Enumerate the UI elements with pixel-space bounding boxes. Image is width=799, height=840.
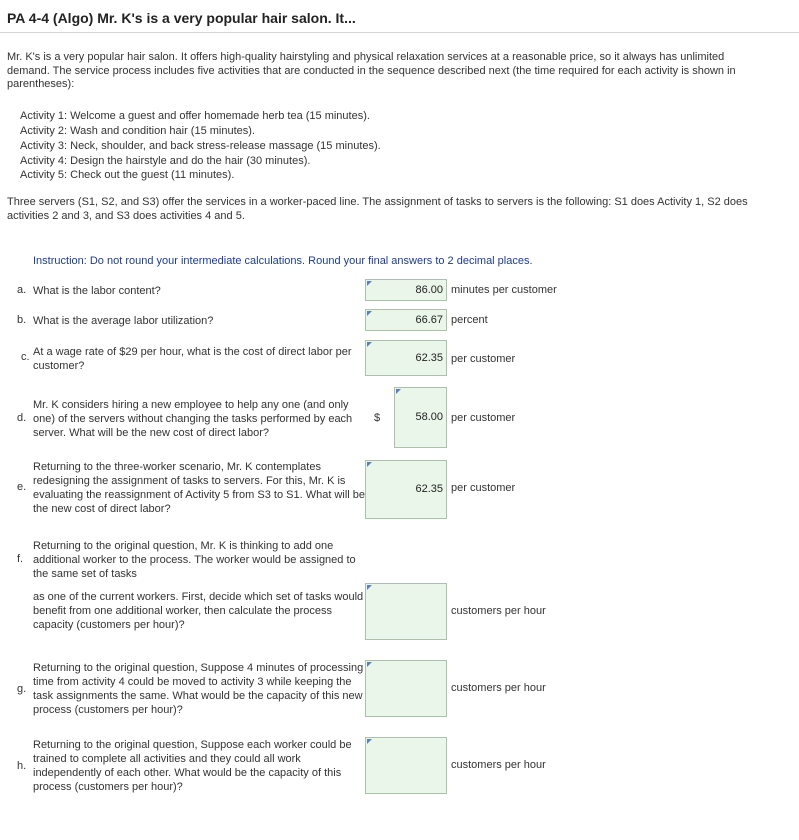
question-b-letter: b. [17,314,27,326]
answer-d-input[interactable]: 58.00 [394,387,447,448]
page-title: PA 4-4 (Algo) Mr. K's is a very popular hair salon. It... [7,10,356,26]
question-a-letter: a. [17,284,27,296]
instruction-text: Instruction: Do not round your intermediate calculations. Round your final answers to 2 decimal places. [33,255,533,267]
answer-g-unit: customers per hour [451,682,546,694]
answer-e-unit: per customer [451,482,516,494]
question-b-text: What is the average labor utilization? [33,315,214,327]
answer-f-unit: customers per hour [451,605,546,617]
answer-b-unit: percent [451,314,488,326]
servers-paragraph: Three servers (S1, S2, and S3) offer the services in a worker-paced line. The assignment of tasks to servers is the following: S1 does Activity 1, S2 does activities 2 and 3, and S3 does activities 4 and 5. [7,196,748,222]
question-g-letter: g. [17,683,27,695]
activity-3: Activity 3: Neck, shoulder, and back stress-release massage (15 minutes). [20,140,381,152]
answer-a-input[interactable]: 86.00 [365,279,447,301]
answer-d-unit: per customer [451,412,516,424]
answer-h-input[interactable] [365,737,447,794]
activity-1: Activity 1: Welcome a guest and offer homemade herb tea (15 minutes). [20,110,370,122]
question-a-text: What is the labor content? [33,285,161,297]
question-c-text: At a wage rate of $29 per hour, what is the cost of direct labor per customer? [33,346,352,372]
question-h-letter: h. [17,760,27,772]
answer-f-input[interactable] [365,583,447,640]
answer-d-currency: $ [374,412,381,424]
title-divider [0,32,799,33]
answer-g-input[interactable] [365,660,447,717]
question-e-letter: e. [17,481,27,493]
intro-paragraph: Mr. K's is a very popular hair salon. It offers high-quality hairstyling and physical relaxation services at a reasonable price, so it always has unlimited demand. The service process includes five activities that are conducted in the sequence described next (the time required for each activity is shown in parentheses): [7,51,736,91]
question-c-letter: c. [21,351,30,363]
activity-2: Activity 2: Wash and condition hair (15 minutes). [20,125,255,137]
question-d-text: Mr. K considers hiring a new employee to help any one (and only one) of the servers without changing the tasks performed by each server. What will be the new cost of direct labor? [33,399,353,439]
answer-e-input[interactable]: 62.35 [365,460,447,519]
question-f-letter: f. [17,553,24,565]
answer-h-unit: customers per hour [451,759,546,771]
question-d-letter: d. [17,412,27,424]
answer-b-input[interactable]: 66.67 [365,309,447,331]
answer-c-unit: per customer [451,353,516,365]
activity-4: Activity 4: Design the hairstyle and do the hair (30 minutes). [20,155,311,167]
question-f-text-continued: as one of the current workers. First, decide which set of tasks would benefit from one additional worker, then calculate the process capacity (customers per hour)? [33,591,364,631]
question-g-text: Returning to the original question, Suppose 4 minutes of processing time from activity 4 could be moved to activity 3 while keeping the task assignments the same. What would be the capacity of this new process (customers per hour)? [33,662,364,716]
question-f-text: Returning to the original question, Mr. K is thinking to add one additional worker to the process. The worker would be assigned to the same set of tasks [33,540,356,580]
answer-a-unit: minutes per customer [451,284,557,296]
question-e-text: Returning to the three-worker scenario, Mr. K contemplates redesigning the assignment of tasks to servers. For this, Mr. K is evaluating the reassignment of Activity 5 from S3 to S1. What will be the new cost of direct labor? [33,461,365,515]
activity-5: Activity 5: Check out the guest (11 minutes). [20,169,235,181]
question-h-text: Returning to the original question, Suppose each worker could be trained to complete all activities and they could all work independently of each other. What would be the capacity of this process (customers per hour)? [33,739,352,793]
answer-c-input[interactable]: 62.35 [365,340,447,376]
